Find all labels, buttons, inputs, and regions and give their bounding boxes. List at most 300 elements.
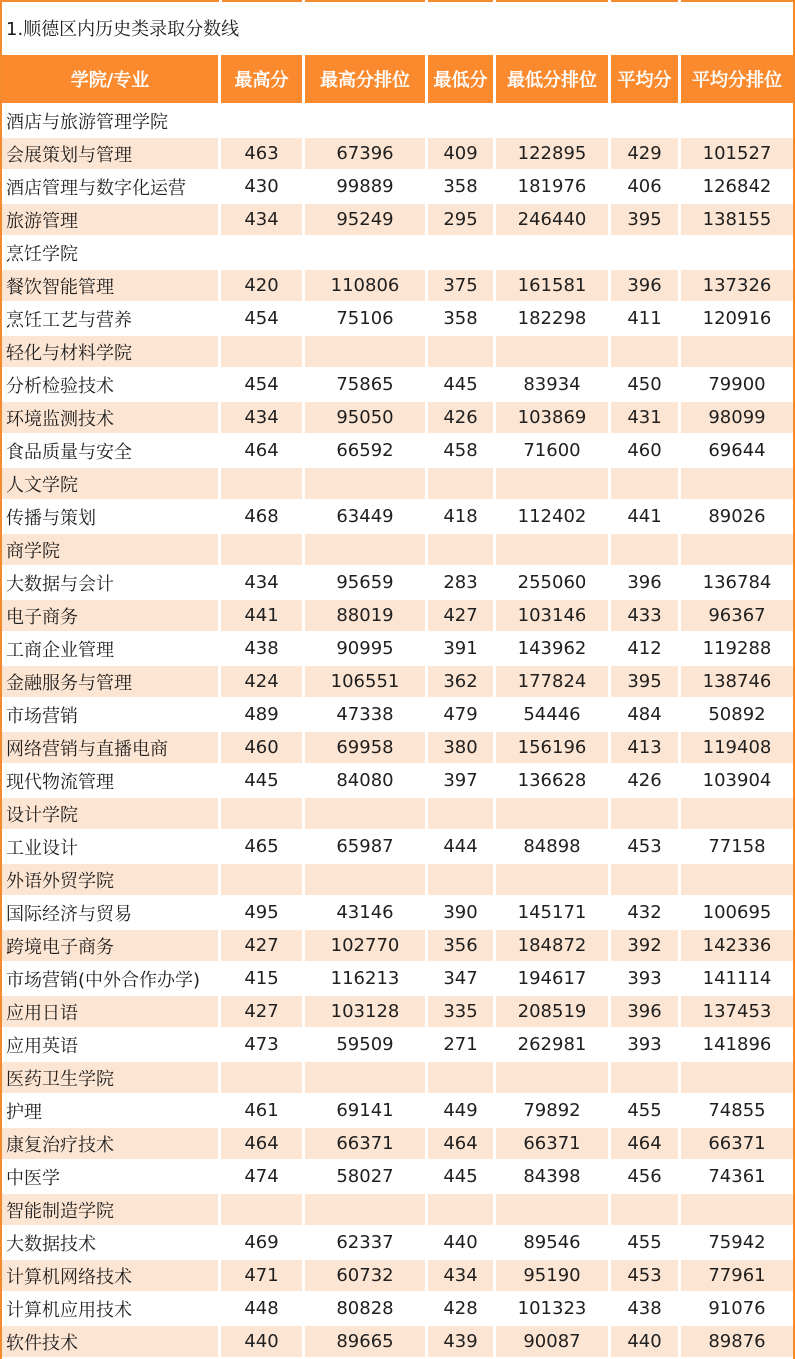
max-score <box>221 336 305 369</box>
max-score: 463 <box>221 138 305 171</box>
max-score <box>221 468 305 501</box>
avg-score <box>611 336 681 369</box>
table-row <box>2 501 793 534</box>
min-score: 358 <box>428 171 496 204</box>
max-rank: 80828 <box>305 1293 428 1326</box>
max-rank: 75106 <box>305 303 428 336</box>
avg-rank <box>681 534 793 567</box>
table-row <box>2 633 793 666</box>
min-score: 283 <box>428 567 496 600</box>
avg-score <box>611 1194 681 1227</box>
college-group-row <box>2 534 793 567</box>
min-score: 409 <box>428 138 496 171</box>
max-rank: 106551 <box>305 666 428 699</box>
max-score: 454 <box>221 303 305 336</box>
avg-score: 395 <box>611 666 681 699</box>
min-score: 426 <box>428 402 496 435</box>
major-name: 分析检验技术 <box>2 369 221 402</box>
min-rank: 79892 <box>496 1095 611 1128</box>
min-score: 444 <box>428 831 496 864</box>
avg-rank: 141114 <box>681 963 793 996</box>
max-rank: 69141 <box>305 1095 428 1128</box>
avg-rank: 89876 <box>681 1326 793 1359</box>
min-rank <box>496 336 611 369</box>
min-rank: 255060 <box>496 567 611 600</box>
major-name: 计算机网络技术 <box>2 1260 221 1293</box>
table-row <box>2 1029 793 1062</box>
max-score: 427 <box>221 996 305 1029</box>
max-score: 438 <box>221 633 305 666</box>
major-name: 跨境电子商务 <box>2 930 221 963</box>
min-score: 440 <box>428 1227 496 1260</box>
column-header-max-rank: 最高分排位 <box>305 55 428 105</box>
avg-score: 393 <box>611 963 681 996</box>
min-rank: 182298 <box>496 303 611 336</box>
max-score <box>221 534 305 567</box>
avg-rank: 142336 <box>681 930 793 963</box>
max-score: 469 <box>221 1227 305 1260</box>
min-rank: 89546 <box>496 1227 611 1260</box>
major-name: 现代物流管理 <box>2 765 221 798</box>
min-score: 271 <box>428 1029 496 1062</box>
table-row <box>2 171 793 204</box>
table-row <box>2 402 793 435</box>
max-rank <box>305 798 428 831</box>
min-rank <box>496 468 611 501</box>
table-row <box>2 996 793 1029</box>
min-score: 295 <box>428 204 496 237</box>
major-name: 应用日语 <box>2 996 221 1029</box>
avg-rank <box>681 1194 793 1227</box>
column-header-college-major: 学院/专业 <box>2 55 221 105</box>
avg-rank: 119288 <box>681 633 793 666</box>
max-score: 461 <box>221 1095 305 1128</box>
major-name: 旅游管理 <box>2 204 221 237</box>
major-name: 金融服务与管理 <box>2 666 221 699</box>
avg-rank: 66371 <box>681 1128 793 1161</box>
major-name: 计算机应用技术 <box>2 1293 221 1326</box>
avg-score: 456 <box>611 1161 681 1194</box>
avg-rank: 50892 <box>681 699 793 732</box>
min-score: 335 <box>428 996 496 1029</box>
max-rank: 66371 <box>305 1128 428 1161</box>
min-rank: 181976 <box>496 171 611 204</box>
max-score: 473 <box>221 1029 305 1062</box>
avg-score <box>611 468 681 501</box>
avg-rank: 77961 <box>681 1260 793 1293</box>
min-rank: 71600 <box>496 435 611 468</box>
major-name: 护理 <box>2 1095 221 1128</box>
major-name: 会展策划与管理 <box>2 138 221 171</box>
max-score: 465 <box>221 831 305 864</box>
avg-score <box>611 864 681 897</box>
min-rank: 103869 <box>496 402 611 435</box>
college-name: 轻化与材料学院 <box>2 336 221 369</box>
avg-rank: 101527 <box>681 138 793 171</box>
max-score: 441 <box>221 600 305 633</box>
avg-score: 453 <box>611 831 681 864</box>
min-score: 427 <box>428 600 496 633</box>
college-name: 酒店与旅游管理学院 <box>2 105 221 138</box>
max-score: 445 <box>221 765 305 798</box>
major-name: 酒店管理与数字化运营 <box>2 171 221 204</box>
major-name: 食品质量与安全 <box>2 435 221 468</box>
max-score: 420 <box>221 270 305 303</box>
max-score <box>221 864 305 897</box>
max-rank: 116213 <box>305 963 428 996</box>
max-rank <box>305 1062 428 1095</box>
max-score: 460 <box>221 732 305 765</box>
college-name: 人文学院 <box>2 468 221 501</box>
major-name: 中医学 <box>2 1161 221 1194</box>
avg-score: 393 <box>611 1029 681 1062</box>
avg-rank: 120916 <box>681 303 793 336</box>
min-score: 445 <box>428 1161 496 1194</box>
min-rank: 112402 <box>496 501 611 534</box>
min-score: 445 <box>428 369 496 402</box>
avg-score: 392 <box>611 930 681 963</box>
min-rank: 161581 <box>496 270 611 303</box>
table-row <box>2 1326 793 1359</box>
avg-rank: 138155 <box>681 204 793 237</box>
column-header-avg-score: 平均分 <box>611 55 681 105</box>
major-name: 电子商务 <box>2 600 221 633</box>
max-rank: 102770 <box>305 930 428 963</box>
avg-rank: 91076 <box>681 1293 793 1326</box>
min-rank: 194617 <box>496 963 611 996</box>
max-score: 474 <box>221 1161 305 1194</box>
table-body <box>2 105 793 1359</box>
major-name: 国际经济与贸易 <box>2 897 221 930</box>
college-group-row <box>2 336 793 369</box>
avg-score: 429 <box>611 138 681 171</box>
college-group-row <box>2 798 793 831</box>
admission-scores-table <box>2 55 793 1359</box>
avg-score: 396 <box>611 567 681 600</box>
min-score: 479 <box>428 699 496 732</box>
min-score: 356 <box>428 930 496 963</box>
major-name: 大数据与会计 <box>2 567 221 600</box>
max-score <box>221 237 305 270</box>
min-rank: 136628 <box>496 765 611 798</box>
avg-score: 455 <box>611 1227 681 1260</box>
avg-rank: 103904 <box>681 765 793 798</box>
min-score: 449 <box>428 1095 496 1128</box>
column-header-min-rank: 最低分排位 <box>496 55 611 105</box>
major-name: 应用英语 <box>2 1029 221 1062</box>
avg-rank: 137453 <box>681 996 793 1029</box>
table-row <box>2 369 793 402</box>
max-rank: 84080 <box>305 765 428 798</box>
min-rank: 145171 <box>496 897 611 930</box>
avg-score: 431 <box>611 402 681 435</box>
max-score <box>221 1062 305 1095</box>
avg-score <box>611 534 681 567</box>
max-rank: 59509 <box>305 1029 428 1062</box>
major-name: 餐饮智能管理 <box>2 270 221 303</box>
max-score: 434 <box>221 204 305 237</box>
min-rank <box>496 237 611 270</box>
min-rank <box>496 105 611 138</box>
college-group-row <box>2 1194 793 1227</box>
min-score: 439 <box>428 1326 496 1359</box>
min-score: 347 <box>428 963 496 996</box>
min-rank: 66371 <box>496 1128 611 1161</box>
min-rank: 84398 <box>496 1161 611 1194</box>
college-group-row <box>2 237 793 270</box>
max-rank <box>305 336 428 369</box>
min-rank: 95190 <box>496 1260 611 1293</box>
avg-rank <box>681 237 793 270</box>
avg-score: 460 <box>611 435 681 468</box>
major-name: 康复治疗技术 <box>2 1128 221 1161</box>
avg-rank: 138746 <box>681 666 793 699</box>
avg-rank: 74361 <box>681 1161 793 1194</box>
major-name: 市场营销(中外合作办学) <box>2 963 221 996</box>
max-rank: 89665 <box>305 1326 428 1359</box>
avg-score: 396 <box>611 996 681 1029</box>
min-score: 362 <box>428 666 496 699</box>
max-rank: 88019 <box>305 600 428 633</box>
major-name: 传播与策划 <box>2 501 221 534</box>
avg-rank: 96367 <box>681 600 793 633</box>
major-name: 环境监测技术 <box>2 402 221 435</box>
avg-score <box>611 798 681 831</box>
min-score: 391 <box>428 633 496 666</box>
avg-score: 432 <box>611 897 681 930</box>
min-score <box>428 864 496 897</box>
min-rank: 101323 <box>496 1293 611 1326</box>
table-row <box>2 204 793 237</box>
college-name: 外语外贸学院 <box>2 864 221 897</box>
avg-rank <box>681 864 793 897</box>
major-name: 烹饪工艺与营养 <box>2 303 221 336</box>
avg-score: 450 <box>611 369 681 402</box>
avg-score: 438 <box>611 1293 681 1326</box>
min-score <box>428 237 496 270</box>
min-rank <box>496 1062 611 1095</box>
column-header-avg-rank: 平均分排位 <box>681 55 793 105</box>
max-rank: 75865 <box>305 369 428 402</box>
table-row <box>2 930 793 963</box>
min-score <box>428 468 496 501</box>
avg-rank: 74855 <box>681 1095 793 1128</box>
max-rank: 66592 <box>305 435 428 468</box>
avg-score: 464 <box>611 1128 681 1161</box>
max-score: 489 <box>221 699 305 732</box>
avg-rank: 137326 <box>681 270 793 303</box>
table-row <box>2 1161 793 1194</box>
avg-rank <box>681 798 793 831</box>
max-score: 434 <box>221 567 305 600</box>
max-score <box>221 1194 305 1227</box>
avg-rank: 89026 <box>681 501 793 534</box>
table-row <box>2 270 793 303</box>
min-score <box>428 798 496 831</box>
min-rank: 83934 <box>496 369 611 402</box>
college-group-row <box>2 864 793 897</box>
column-header-max-score: 最高分 <box>221 55 305 105</box>
major-name: 工业设计 <box>2 831 221 864</box>
min-rank: 246440 <box>496 204 611 237</box>
min-score <box>428 336 496 369</box>
max-rank: 62337 <box>305 1227 428 1260</box>
max-rank: 90995 <box>305 633 428 666</box>
max-score: 464 <box>221 435 305 468</box>
max-rank: 99889 <box>305 171 428 204</box>
max-rank <box>305 468 428 501</box>
avg-rank <box>681 468 793 501</box>
avg-score: 406 <box>611 171 681 204</box>
avg-score: 412 <box>611 633 681 666</box>
min-score: 397 <box>428 765 496 798</box>
avg-score <box>611 1062 681 1095</box>
min-score: 458 <box>428 435 496 468</box>
min-rank: 90087 <box>496 1326 611 1359</box>
avg-score: 440 <box>611 1326 681 1359</box>
max-rank: 95249 <box>305 204 428 237</box>
min-rank: 103146 <box>496 600 611 633</box>
avg-score: 411 <box>611 303 681 336</box>
max-rank <box>305 864 428 897</box>
major-name: 市场营销 <box>2 699 221 732</box>
max-score: 464 <box>221 1128 305 1161</box>
max-rank <box>305 534 428 567</box>
min-rank: 54446 <box>496 699 611 732</box>
previous-table-bottom-edge <box>0 0 795 2</box>
max-rank: 95050 <box>305 402 428 435</box>
avg-rank: 141896 <box>681 1029 793 1062</box>
college-name: 医药卫生学院 <box>2 1062 221 1095</box>
avg-score <box>611 105 681 138</box>
min-rank <box>496 798 611 831</box>
avg-rank: 136784 <box>681 567 793 600</box>
max-score: 468 <box>221 501 305 534</box>
max-score: 454 <box>221 369 305 402</box>
max-score <box>221 105 305 138</box>
max-rank: 47338 <box>305 699 428 732</box>
max-rank: 58027 <box>305 1161 428 1194</box>
max-score: 471 <box>221 1260 305 1293</box>
max-rank: 60732 <box>305 1260 428 1293</box>
table-row <box>2 1227 793 1260</box>
min-score: 375 <box>428 270 496 303</box>
max-rank: 63449 <box>305 501 428 534</box>
max-rank: 69958 <box>305 732 428 765</box>
major-name: 工商企业管理 <box>2 633 221 666</box>
min-score: 380 <box>428 732 496 765</box>
min-score: 434 <box>428 1260 496 1293</box>
table-header-row <box>2 55 793 105</box>
avg-score: 453 <box>611 1260 681 1293</box>
table-row <box>2 567 793 600</box>
avg-rank <box>681 1062 793 1095</box>
min-rank <box>496 534 611 567</box>
avg-rank: 69644 <box>681 435 793 468</box>
major-name: 软件技术 <box>2 1326 221 1359</box>
table-row <box>2 435 793 468</box>
college-group-row <box>2 105 793 138</box>
avg-rank: 126842 <box>681 171 793 204</box>
min-rank <box>496 1194 611 1227</box>
table-row <box>2 1293 793 1326</box>
max-rank: 110806 <box>305 270 428 303</box>
avg-score: 396 <box>611 270 681 303</box>
max-rank: 65987 <box>305 831 428 864</box>
avg-score: 484 <box>611 699 681 732</box>
table-row <box>2 765 793 798</box>
max-score: 424 <box>221 666 305 699</box>
avg-rank <box>681 336 793 369</box>
min-rank: 156196 <box>496 732 611 765</box>
table-row <box>2 1260 793 1293</box>
min-score: 418 <box>428 501 496 534</box>
max-score <box>221 798 305 831</box>
max-rank: 103128 <box>305 996 428 1029</box>
table-row <box>2 666 793 699</box>
column-header-min-score: 最低分 <box>428 55 496 105</box>
max-score: 495 <box>221 897 305 930</box>
table-row <box>2 732 793 765</box>
min-rank: 208519 <box>496 996 611 1029</box>
table-row <box>2 303 793 336</box>
avg-rank: 98099 <box>681 402 793 435</box>
min-score: 464 <box>428 1128 496 1161</box>
table-row <box>2 699 793 732</box>
avg-rank: 79900 <box>681 369 793 402</box>
min-score: 428 <box>428 1293 496 1326</box>
min-rank: 122895 <box>496 138 611 171</box>
min-score <box>428 1062 496 1095</box>
max-score: 430 <box>221 171 305 204</box>
min-rank: 177824 <box>496 666 611 699</box>
min-rank: 84898 <box>496 831 611 864</box>
max-score: 427 <box>221 930 305 963</box>
max-score: 434 <box>221 402 305 435</box>
min-score: 390 <box>428 897 496 930</box>
avg-score: 413 <box>611 732 681 765</box>
max-score: 448 <box>221 1293 305 1326</box>
min-rank: 184872 <box>496 930 611 963</box>
avg-rank: 100695 <box>681 897 793 930</box>
avg-score: 395 <box>611 204 681 237</box>
max-rank <box>305 237 428 270</box>
max-rank: 43146 <box>305 897 428 930</box>
college-name: 烹饪学院 <box>2 237 221 270</box>
college-group-row <box>2 468 793 501</box>
table-row <box>2 963 793 996</box>
min-score <box>428 105 496 138</box>
avg-score: 426 <box>611 765 681 798</box>
max-rank: 95659 <box>305 567 428 600</box>
college-name: 商学院 <box>2 534 221 567</box>
college-name: 设计学院 <box>2 798 221 831</box>
table-row <box>2 897 793 930</box>
avg-score: 441 <box>611 501 681 534</box>
max-score: 415 <box>221 963 305 996</box>
major-name: 网络营销与直播电商 <box>2 732 221 765</box>
min-score <box>428 1194 496 1227</box>
avg-rank <box>681 105 793 138</box>
college-name: 智能制造学院 <box>2 1194 221 1227</box>
table-row <box>2 1128 793 1161</box>
max-rank <box>305 105 428 138</box>
max-rank <box>305 1194 428 1227</box>
college-group-row <box>2 1062 793 1095</box>
table-row <box>2 831 793 864</box>
avg-score: 455 <box>611 1095 681 1128</box>
table-row <box>2 1095 793 1128</box>
